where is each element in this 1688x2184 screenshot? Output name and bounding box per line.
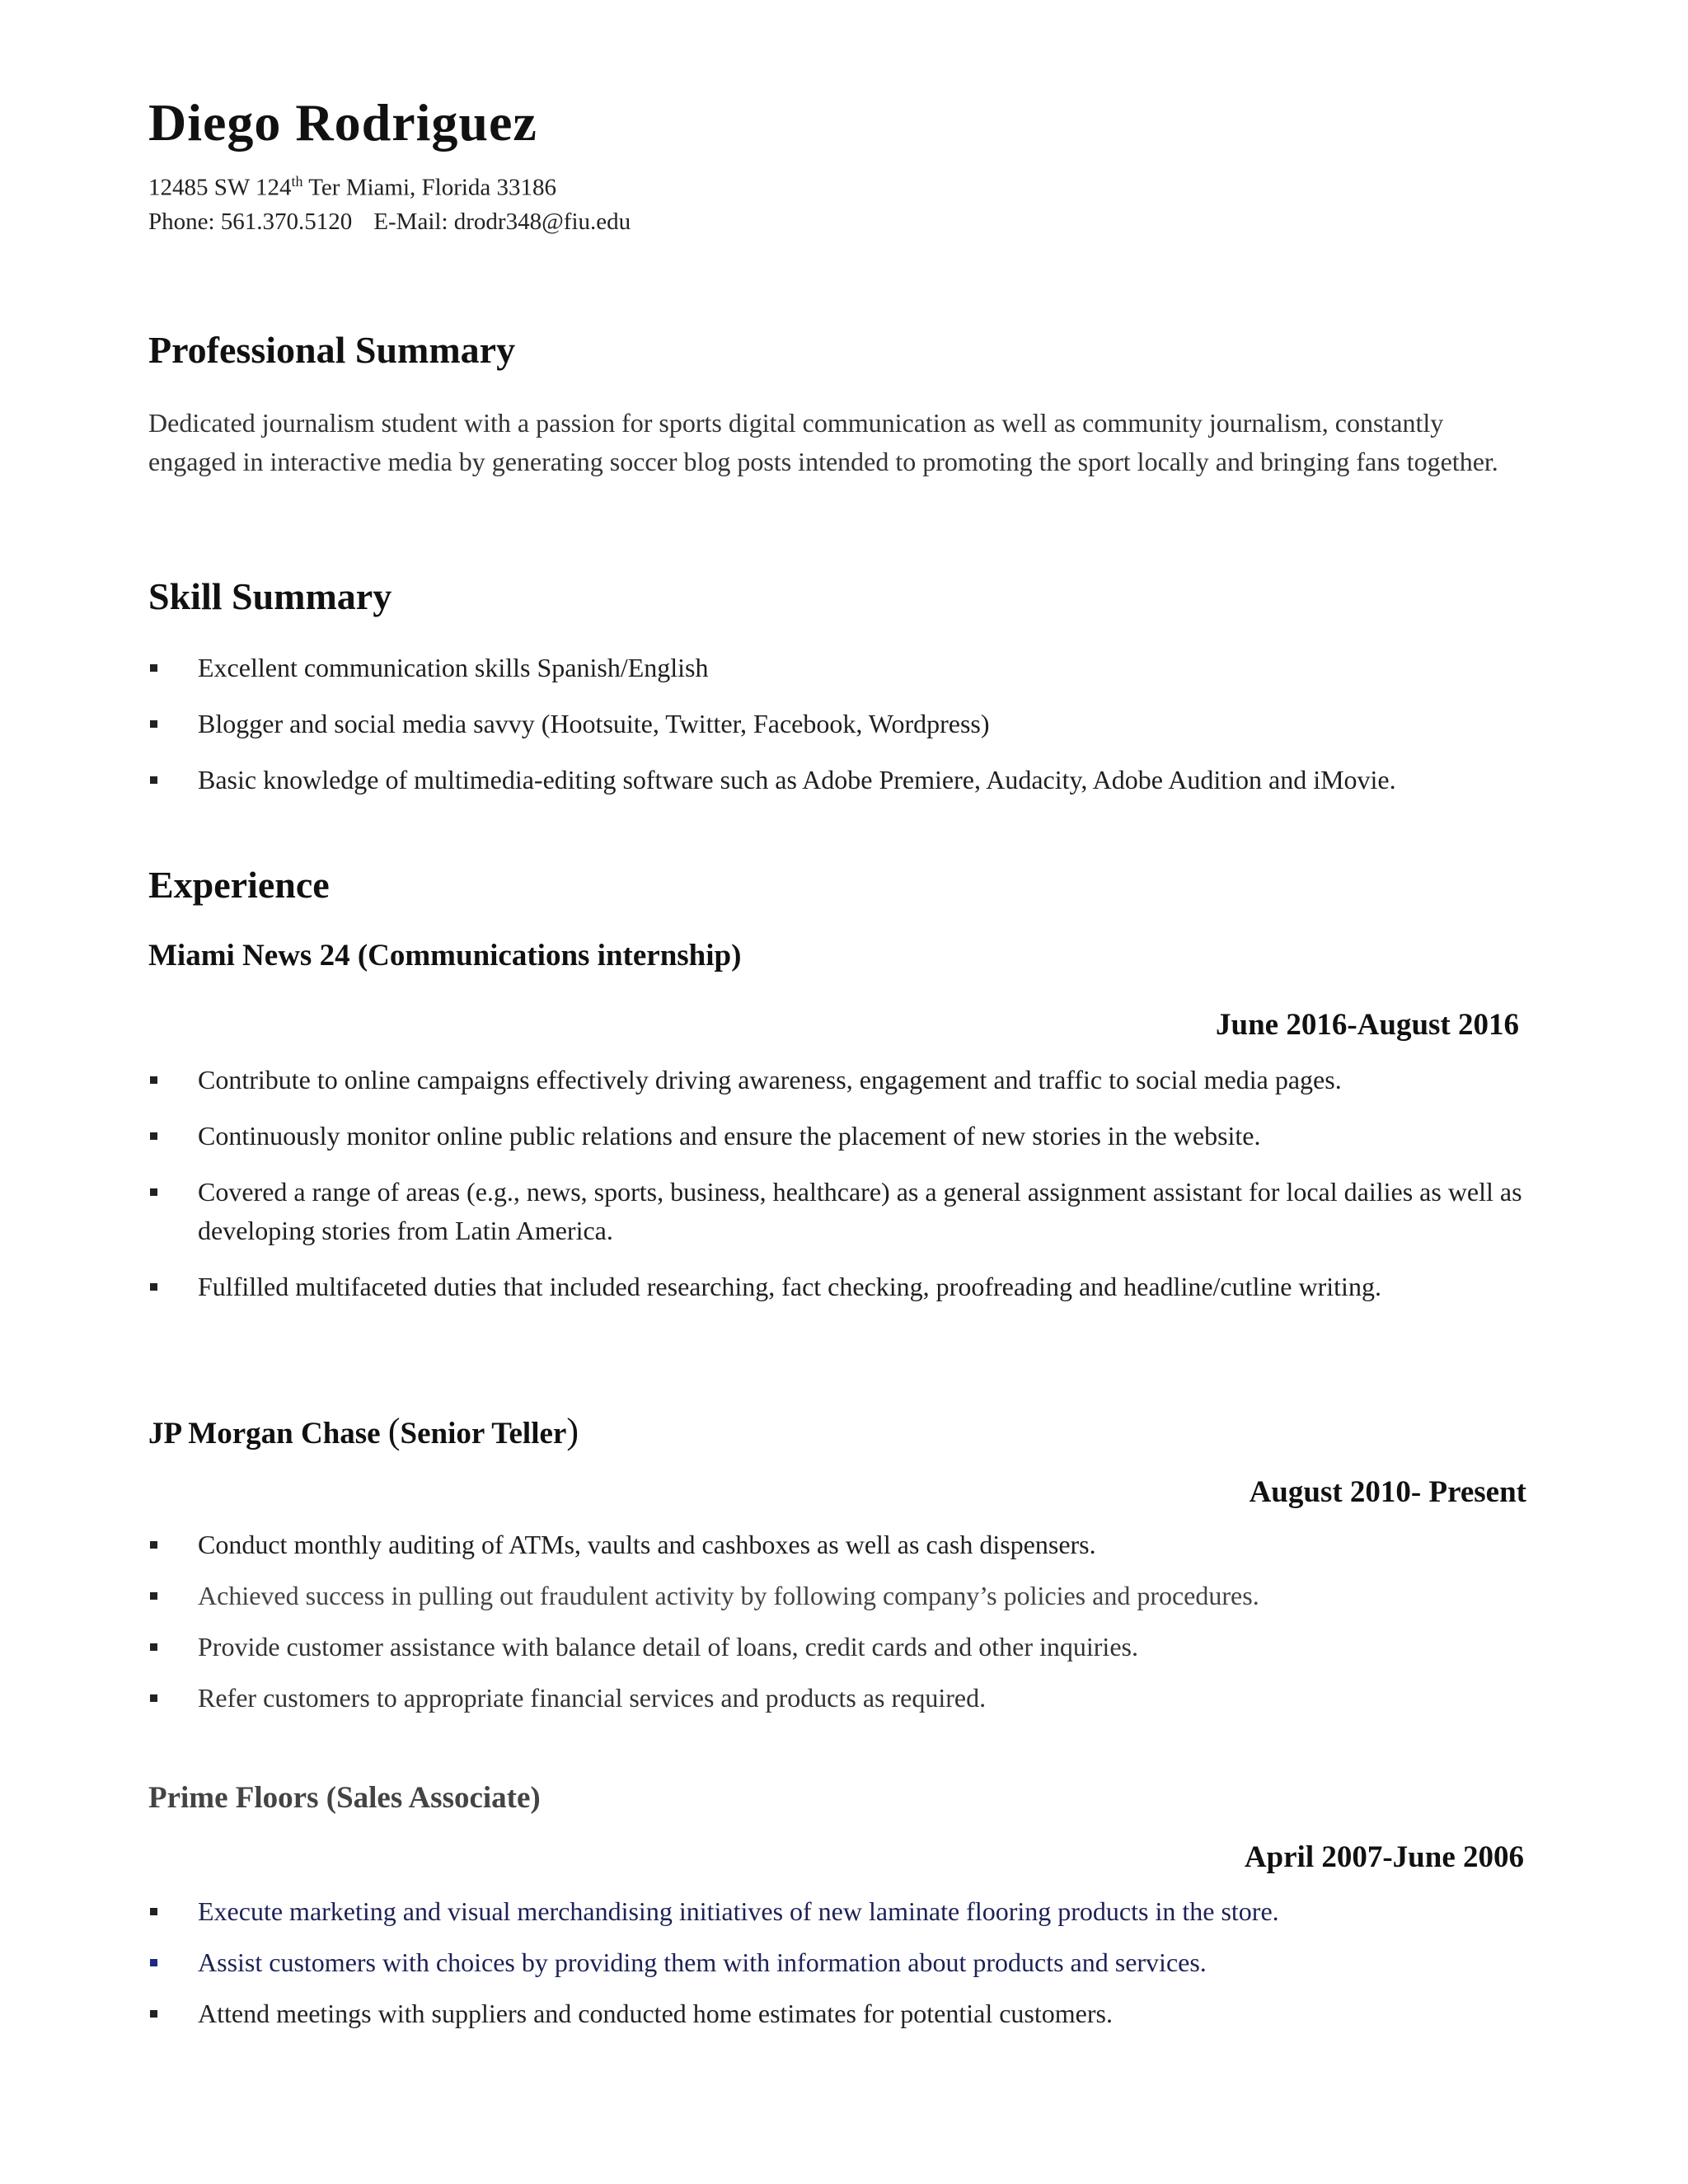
address-line	[148, 173, 556, 202]
job-dates-miami-news: June 2016-August 2016	[1216, 1008, 1519, 1042]
list-item: Assist customers with choices by providing them with information about products and services.	[148, 1943, 1533, 1982]
list-item: Provide customer assistance with balance detail of loans, credit cards and other inquiries.	[148, 1628, 1533, 1666]
list-item: Execute marketing and visual merchandising initiatives of new laminate flooring products in the store.	[148, 1892, 1533, 1931]
list-item: Refer customers to appropriate financial services and products as required.	[148, 1679, 1533, 1718]
job-title-prime-floors: Prime Floors (Sales Associate)	[148, 1781, 541, 1815]
job-duties-miami-news	[148, 1061, 1533, 1306]
skill-summary-heading: Skill Summary	[148, 575, 392, 617]
list-item: Continuously monitor online public relations and ensure the placement of new stories in the website.	[148, 1117, 1533, 1155]
bullet-icon	[150, 1188, 157, 1196]
bullet-icon	[150, 1541, 157, 1549]
list-item: Conduct monthly auditing of ATMs, vaults and cashboxes as well as cash dispensers.	[148, 1526, 1533, 1564]
bullet-icon	[150, 776, 157, 784]
job-title-miami-news: Miami News 24 (Communications internship)	[148, 939, 742, 972]
bullet-icon	[150, 1132, 157, 1140]
address-prefix: 12485 SW 124	[148, 174, 292, 201]
bullet-icon	[150, 664, 157, 672]
list-item: Covered a range of areas (e.g., news, sports, business, healthcare) as a general assignment assistant for local dailies as well as developing stories from Latin America.	[148, 1173, 1533, 1250]
address-suffix: Ter Miami, Florida 33186	[302, 174, 557, 201]
bullet-icon	[150, 1076, 157, 1084]
bullet-icon	[150, 1283, 157, 1291]
address-ordinal: th	[291, 173, 303, 190]
phone-number: Phone: 561.370.5120	[148, 209, 353, 235]
list-item: Attend meetings with suppliers and conducted home estimates for potential customers.	[148, 1994, 1533, 2033]
list-item: Excellent communication skills Spanish/English	[148, 649, 1533, 687]
list-item: Blogger and social media savvy (Hootsuite, Twitter, Facebook, Wordpress)	[148, 705, 1533, 743]
bullet-icon	[150, 1908, 157, 1915]
email-address: E-Mail: drodr348@fiu.edu	[373, 209, 631, 235]
job-dates-jp-morgan: August 2010- Present	[1249, 1475, 1526, 1509]
list-item: Fulfilled multifaceted duties that included researching, fact checking, proofreading and headline/cutline writing.	[148, 1268, 1533, 1306]
bullet-icon	[150, 1592, 157, 1600]
bullet-icon	[150, 720, 157, 728]
contact-line	[148, 209, 631, 236]
professional-summary-heading: Professional Summary	[148, 329, 516, 371]
candidate-name: Diego Rodriguez	[148, 93, 537, 152]
experience-heading: Experience	[148, 864, 330, 906]
bullet-icon	[150, 2010, 157, 2018]
bullet-icon	[150, 1959, 157, 1966]
job-title-jp-morgan: JP Morgan Chase (Senior Teller)	[148, 1411, 579, 1451]
resume-page	[148, 0, 1550, 2184]
list-item: Contribute to online campaigns effectively driving awareness, engagement and traffic to social media pages.	[148, 1061, 1533, 1099]
job-dates-prime-floors: April 2007-June 2006	[1244, 1840, 1524, 1874]
bullet-icon	[150, 1694, 157, 1702]
list-item: Basic knowledge of multimedia-editing software such as Adobe Premiere, Audacity, Adobe Audition and iMovie.	[148, 761, 1533, 799]
professional-summary-text: Dedicated journalism student with a passion for sports digital communication as well as community journalism, constantly engaged in interactive media by generating soccer blog posts intended to promoting the sport locally and bringing fans together.	[148, 408, 1498, 476]
list-item: Achieved success in pulling out fraudulent activity by following company’s policies and procedures.	[148, 1577, 1533, 1615]
job-duties-prime-floors	[148, 1892, 1533, 2033]
bullet-icon	[150, 1643, 157, 1651]
skill-list	[148, 649, 1533, 799]
job-duties-jp-morgan	[148, 1526, 1533, 1718]
